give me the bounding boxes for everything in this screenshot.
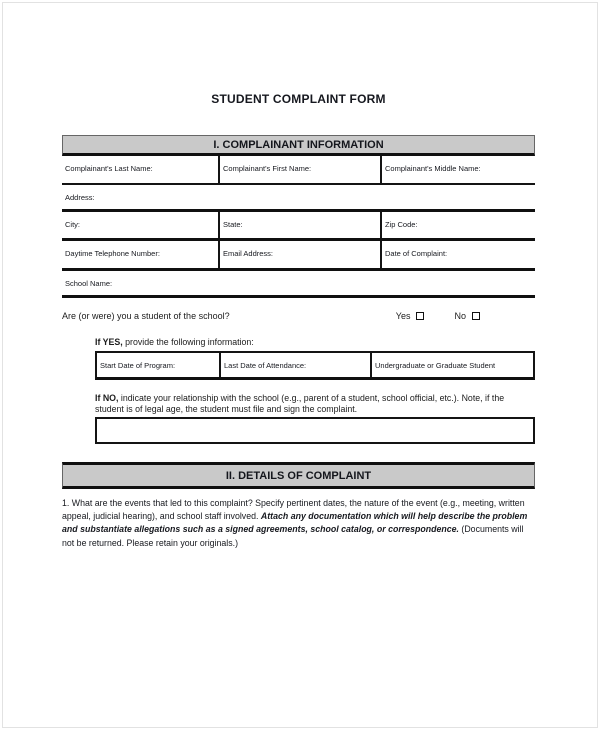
student-question-row [62,311,535,321]
first-name-label: Complainant's First Name: [223,164,312,173]
last-attendance-field[interactable] [219,353,370,377]
city-field[interactable] [62,212,218,238]
school-name-row [62,271,535,298]
last-name-label: Complainant's Last Name: [65,164,153,173]
complaint-date-label: Date of Complaint: [385,249,448,258]
phone-email-date-row [62,241,535,271]
if-yes-table [95,351,535,380]
city-label: City: [65,220,80,229]
name-row [62,156,535,185]
section-details-of-complaint [62,462,535,550]
form-title: STUDENT COMPLAINT FORM [211,92,386,106]
no-checkbox[interactable] [472,312,480,320]
address-row [62,185,535,212]
complaint-date-field[interactable] [380,241,535,268]
section1-header [62,135,535,156]
state-field[interactable] [218,212,380,238]
grad-status-field[interactable] [370,353,537,377]
yes-label: Yes [395,311,411,321]
phone-label: Daytime Telephone Number: [65,249,160,258]
if-no-instruction [95,393,535,414]
zip-code-label: Zip Code: [385,220,418,229]
middle-name-field[interactable] [380,156,535,183]
phone-field[interactable] [62,241,218,268]
yes-checkbox[interactable] [416,312,424,320]
address-label: Address: [65,193,95,202]
school-name-field[interactable] [62,271,535,295]
question1-paragraph [62,497,535,550]
last-name-field[interactable] [62,156,218,183]
city-state-zip-row [62,212,535,241]
section-complainant-information [62,135,535,444]
document-page [62,0,535,550]
email-label: Email Address: [223,249,274,258]
section2-header [62,462,535,489]
question1-text-end: (Documents will not be returned. Please retain your originals.) [62,524,524,548]
start-date-label: Start Date of Program: [100,361,176,370]
if-yes-text: provide the following information: [122,337,254,347]
section1-header-label: I. COMPLAINANT INFORMATION [213,139,384,151]
student-question-text: Are (or were) you a student of the school? [62,311,230,321]
if-no-prefix: If NO, [95,393,119,403]
no-label: No [454,311,466,321]
email-field[interactable] [218,241,380,268]
middle-name-label: Complainant's Middle Name: [385,164,481,173]
section2-header-label: II. DETAILS OF COMPLAINT [225,470,372,482]
no-option [454,311,480,321]
if-no-text: indicate your relationship with the school (e.g., parent of a student, school official, etc.). Note, if the student is of legal age, the student must file and sign the complaint. [95,393,505,414]
last-attendance-label: Last Date of Attendance: [224,361,307,370]
conditional-block [95,337,535,444]
address-field[interactable] [62,185,535,209]
grad-status-label: Undergraduate or Graduate Student [375,361,496,370]
question1-attach-note: Attach any documentation which will help describe the problem and substantiate allegations such as a signed agreements, school catalog, or correspondence. [62,511,528,535]
yes-option [396,311,425,321]
zip-code-field[interactable] [380,212,535,238]
if-yes-prefix: If YES, [95,337,123,347]
question1-text-start: 1. What are the events that led to this complaint? Specify pertinent dates, the nature of the event (e.g., meeting, written appeal, judicial hearing), and school staff involved. [62,498,525,522]
school-name-label: School Name: [65,279,113,288]
state-label: State: [223,220,243,229]
first-name-field[interactable] [218,156,380,183]
start-date-field[interactable] [97,353,219,377]
if-yes-instruction [95,337,535,348]
relationship-answer-box[interactable] [95,417,535,444]
